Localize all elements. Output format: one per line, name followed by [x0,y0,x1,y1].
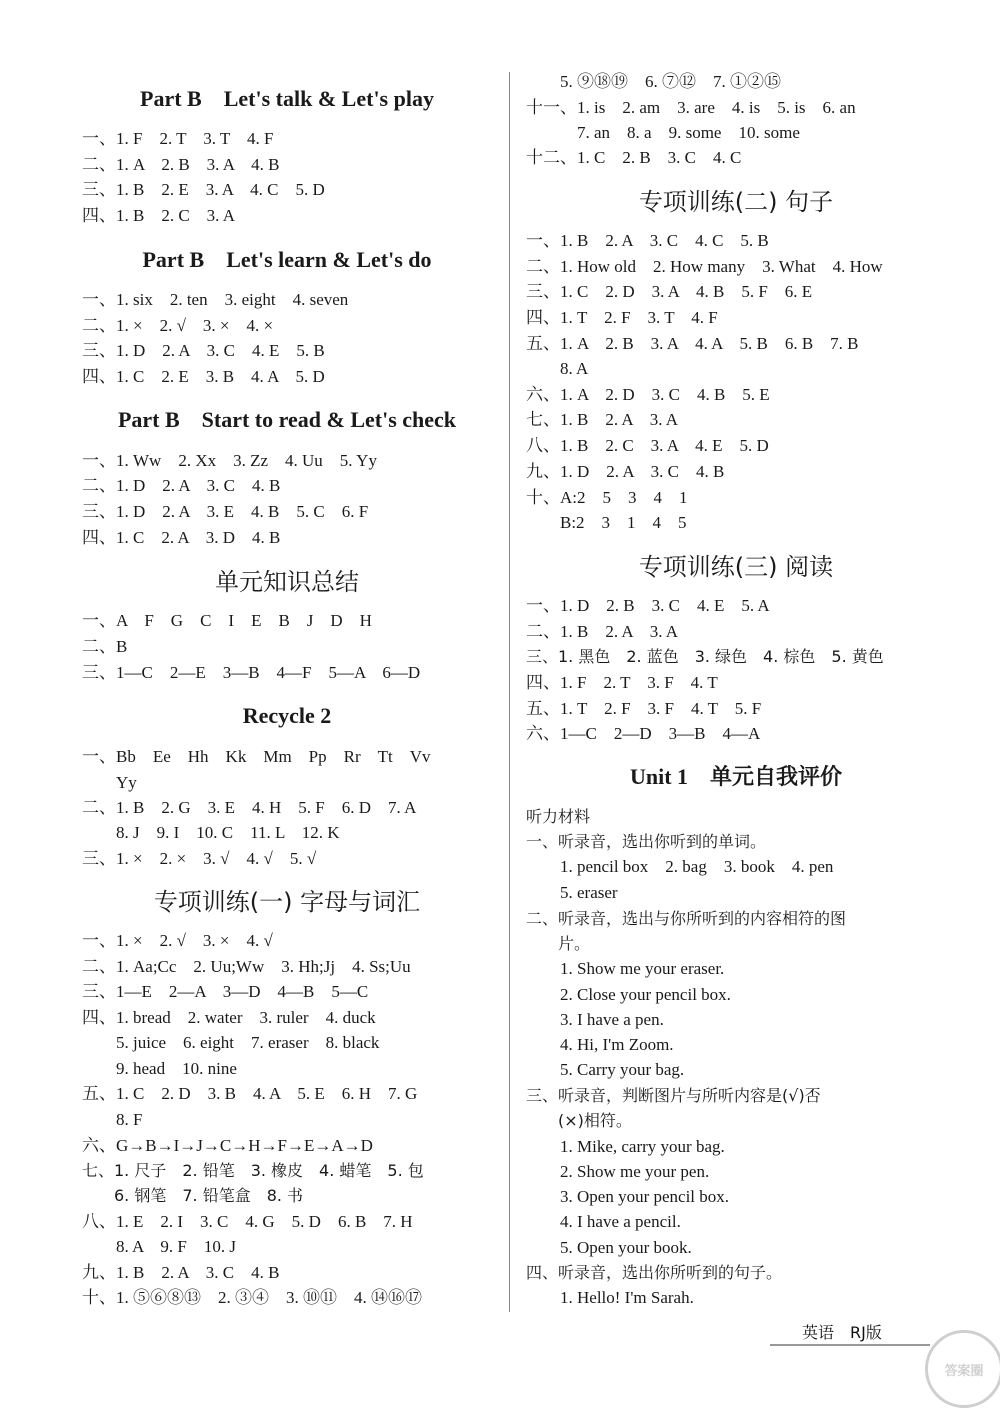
answer-line: 三、1—E 2—A 3—D 4—B 5—C [82,982,369,1001]
section-heading: 专项训练(三) 阅读 [638,553,834,581]
answer-line: 二、1. D 2. A 3. C 4. B [82,476,281,495]
answer-line: 听力材料 [526,807,591,826]
answer-line: 8. J 9. I 10. C 11. L 12. K [82,823,340,842]
answer-line: (×)相符。 [526,1111,632,1130]
answer-line: 一、1. × 2. √ 3. × 4. √ [82,931,273,950]
answer-line: 四、1. F 2. T 3. F 4. T [526,673,718,692]
answer-line: 二、B [82,637,128,656]
answer-line: 七、1. B 2. A 3. A [526,410,679,429]
section-heading: 单元知识总结 [215,568,359,596]
answer-line: 二、听录音，选出与你所听到的内容相符的图 [526,909,847,928]
answer-line: 7. an 8. a 9. some 10. some [526,123,800,142]
section-heading: Part B Start to read & Let's check [117,407,457,432]
answer-line: 三、1. D 2. A 3. C 4. E 5. B [82,341,325,360]
answer-line: 4. I have a pencil. [526,1212,681,1231]
answer-line: 一、1. D 2. B 3. C 4. E 5. A [526,596,770,615]
answer-line: 一、1. Ww 2. Xx 3. Zz 4. Uu 5. Yy [82,451,377,470]
answer-line: 5. ⑨⑱⑲ 6. ⑦⑫ 7. ①②⑮ [526,72,781,91]
answer-line: 一、1. F 2. T 3. T 4. F [82,129,274,148]
answer-line: 1. Hello! I'm Sarah. [526,1288,694,1307]
answer-line: 八、1. B 2. C 3. A 4. E 5. D [526,436,769,455]
answer-line: 5. Carry your bag. [526,1060,685,1079]
answer-line: 九、1. B 2. A 3. C 4. B [82,1263,280,1282]
answer-line: 三、1. C 2. D 3. A 4. B 5. F 6. E [526,282,813,301]
footer-rule [770,1344,930,1346]
answer-line: 十、A:2 5 3 4 1 [526,488,688,507]
answer-line: 二、1. B 2. A 3. A [526,622,679,641]
answer-line: 六、1—C 2—D 3—B 4—A [526,724,761,743]
answer-line: 四、1. C 2. E 3. B 4. A 5. D [82,367,325,386]
column-divider [509,72,510,1312]
answer-line: 一、1. six 2. ten 3. eight 4. seven [82,290,349,309]
answer-line: 5. eraser [526,883,618,902]
answer-line: 六、G→B→I→J→C→H→F→E→A→D [82,1136,373,1155]
answer-line: 六、1. A 2. D 3. C 4. B 5. E [526,385,770,404]
answer-line: 一、Bb Ee Hh Kk Mm Pp Rr Tt Vv [82,747,431,766]
answer-line: 二、1. A 2. B 3. A 4. B [82,155,280,174]
answer-line: 5. juice 6. eight 7. eraser 8. black [82,1033,380,1052]
answer-line: 8. A 9. F 10. J [82,1237,236,1256]
section-heading: Part B Let's talk & Let's play [140,86,434,111]
answer-line: 3. Open your pencil box. [526,1187,730,1206]
answer-line: 二、1. B 2. G 3. E 4. H 5. F 6. D 7. A [82,798,417,817]
section-heading: Unit 1 单元自我评价 [629,764,843,789]
answer-line: 四、1. T 2. F 3. T 4. F [526,308,718,327]
answer-line: B:2 3 1 4 5 [526,513,687,532]
answer-line: 四、1. bread 2. water 3. ruler 4. duck [82,1008,376,1027]
footer-label: 英语 RJ版 [802,1323,882,1342]
answer-line: 2. Show me your pen. [526,1162,710,1181]
section-heading: Part B Let's learn & Let's do [142,247,432,272]
answer-line: 1. pencil box 2. bag 3. book 4. pen [526,857,834,876]
answer-line: 一、听录音，选出你听到的单词。 [526,832,767,851]
answer-line: 3. I have a pen. [526,1010,664,1029]
answer-line: 2. Close your pencil box. [526,985,731,1004]
answer-line: 四、1. B 2. C 3. A [82,206,236,225]
answer-line: 十、1. ⑤⑥⑧⑬ 2. ③④ 3. ⑩⑪ 4. ⑭⑯⑰ [82,1288,422,1307]
section-heading: 专项训练(二) 句子 [638,188,834,216]
answer-line: 五、1. A 2. B 3. A 4. A 5. B 6. B 7. B [526,334,859,353]
answer-line: 五、1. C 2. D 3. B 4. A 5. E 6. H 7. G [82,1084,418,1103]
answer-line: 一、1. B 2. A 3. C 4. C 5. B [526,231,769,250]
answer-line: 三、1. × 2. × 3. √ 4. √ 5. √ [82,849,317,868]
answer-line: 二、1. × 2. √ 3. × 4. × [82,316,274,335]
answer-line: 十二、1. C 2. B 3. C 4. C [526,148,742,167]
answer-line: 三、听录音，判断图片与所听内容是(√)否 [526,1086,821,1105]
answer-line: 四、1. C 2. A 3. D 4. B [82,528,281,547]
section-heading: 专项训练(一) 字母与词汇 [153,888,421,916]
answer-line: 三、1. 黑色 2. 蓝色 3. 绿色 4. 棕色 5. 黄色 [526,647,884,666]
answer-line: 三、1—C 2—E 3—B 4—F 5—A 6—D [82,663,421,682]
answer-line: Yy [82,773,137,792]
answer-line: 二、1. How old 2. How many 3. What 4. How [526,257,883,276]
answer-line: 三、1. B 2. E 3. A 4. C 5. D [82,180,325,199]
answer-line: 8. A [526,359,589,378]
answer-line: 八、1. E 2. I 3. C 4. G 5. D 6. B 7. H [82,1212,413,1231]
answer-line: 1. Mike, carry your bag. [526,1137,725,1156]
section-heading: Recycle 2 [242,703,332,728]
answer-line: 片。 [526,934,591,953]
answer-line: 三、1. D 2. A 3. E 4. B 5. C 6. F [82,502,369,521]
answer-line: 二、1. Aa;Cc 2. Uu;Ww 3. Hh;Jj 4. Ss;Uu [82,957,411,976]
answer-line: 十一、1. is 2. am 3. are 4. is 5. is 6. an [526,98,856,117]
answer-line: 九、1. D 2. A 3. C 4. B [526,462,725,481]
answer-line: 七、1. 尺子 2. 铅笔 3. 橡皮 4. 蜡笔 5. 包 [82,1161,424,1180]
answer-line: 9. head 10. nine [82,1059,237,1078]
answer-line: 五、1. T 2. F 3. F 4. T 5. F [526,699,762,718]
watermark-logo: 答案圈 [925,1330,1000,1408]
answer-line: 6. 钢笔 7. 铅笔盒 8. 书 [82,1186,304,1205]
answer-line: 一、A F G C I E B J D H [82,611,372,630]
answer-line: 四、听录音，选出你所听到的句子。 [526,1263,783,1282]
answer-line: 5. Open your book. [526,1238,692,1257]
answer-line: 1. Show me your eraser. [526,959,725,978]
answer-line: 4. Hi, I'm Zoom. [526,1035,674,1054]
answer-line: 8. F [82,1110,143,1129]
